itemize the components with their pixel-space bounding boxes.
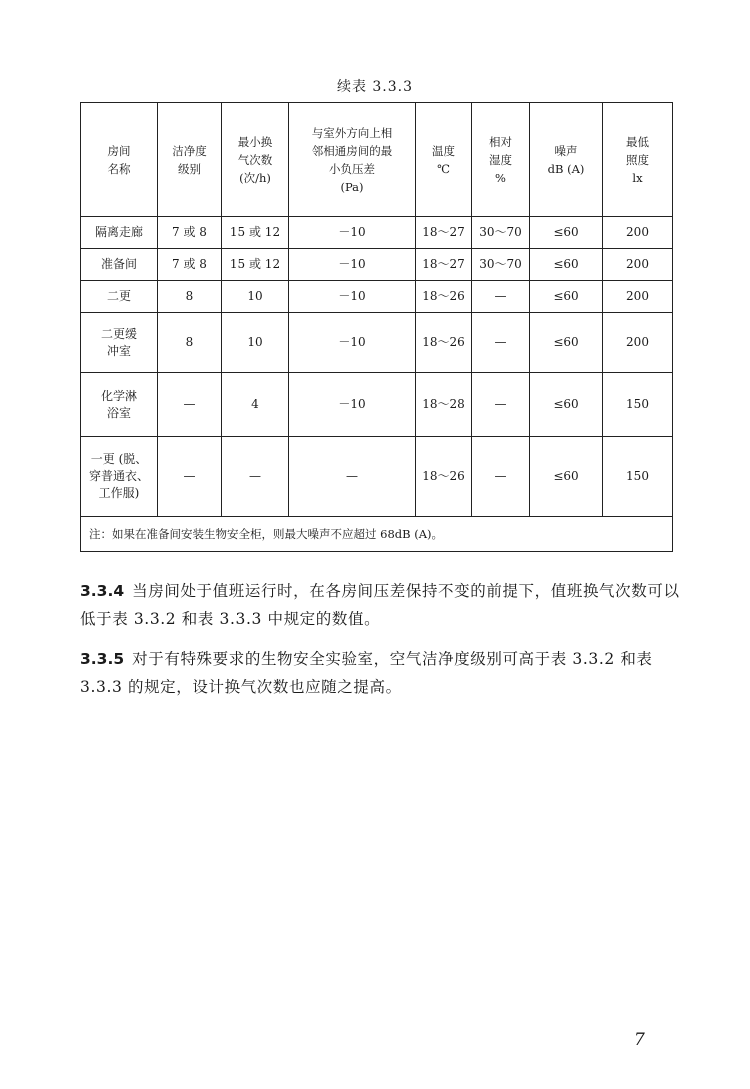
header-humidity: 相对 湿度 % <box>472 103 530 217</box>
header-room-name: 房间 名称 <box>81 103 158 217</box>
clause-number: 3.3.5 <box>80 650 125 668</box>
table-row <box>81 373 673 437</box>
table-cell: 10 <box>222 281 289 313</box>
table-cell: －10 <box>289 281 416 313</box>
table-row <box>81 281 673 313</box>
table-cell: — <box>472 313 530 373</box>
room-name-cell: 化学淋 浴室 <box>81 373 158 437</box>
table-cell: 4 <box>222 373 289 437</box>
table-cell: ≤60 <box>530 313 603 373</box>
header-cleanliness: 洁净度 级别 <box>158 103 222 217</box>
table-row <box>81 249 673 281</box>
table-cell: 18～27 <box>416 249 472 281</box>
table-cell: 8 <box>158 313 222 373</box>
table-cell: 18～26 <box>416 313 472 373</box>
table-cell: 10 <box>222 313 289 373</box>
header-pressure-diff: 与室外方向上相 邻相通房间的最 小负压差 (Pa) <box>289 103 416 217</box>
table-cell: 18～26 <box>416 281 472 313</box>
table-note: 注：如果在准备间安装生物安全柜，则最大噪声不应超过 68dB (A)。 <box>81 517 673 552</box>
table-cell: 200 <box>603 281 673 313</box>
room-name-cell: 准备间 <box>81 249 158 281</box>
table-cell: ≤60 <box>530 373 603 437</box>
table-cell: ≤60 <box>530 217 603 249</box>
paragraph-3-3-5 <box>80 645 680 701</box>
table-cell: 30～70 <box>472 249 530 281</box>
table-cell: 15 或 12 <box>222 249 289 281</box>
table-cell: — <box>289 437 416 517</box>
room-name-cell: 一更 (脱、 穿普通衣、 工作服) <box>81 437 158 517</box>
table-cell: 30～70 <box>472 217 530 249</box>
table-header-row <box>81 103 673 217</box>
table-cell: 7 或 8 <box>158 217 222 249</box>
table-cell: －10 <box>289 313 416 373</box>
table-row <box>81 437 673 517</box>
table-row <box>81 313 673 373</box>
clause-text: 当房间处于值班运行时，在各房间压差保持不变的前提下，值班换气次数可以低于表 3.3.2 和表 3.3.3 中规定的数值。 <box>80 582 680 628</box>
table-note-row <box>81 517 673 552</box>
table-cell: — <box>222 437 289 517</box>
table-row <box>81 217 673 249</box>
table-cell: 200 <box>603 217 673 249</box>
table-cell: 8 <box>158 281 222 313</box>
table-caption: 续表 3.3.3 <box>336 79 414 95</box>
header-temperature: 温度 ℃ <box>416 103 472 217</box>
table-cell: 150 <box>603 437 673 517</box>
table-cell: 200 <box>603 249 673 281</box>
header-illuminance: 最低 照度 lx <box>603 103 673 217</box>
table-cell: 200 <box>603 313 673 373</box>
table-cell: ≤60 <box>530 249 603 281</box>
table-cell: 18～26 <box>416 437 472 517</box>
clause-text: 对于有特殊要求的生物安全实验室，空气洁净度级别可高于表 3.3.2 和表 3.3.3 的规定，设计换气次数也应随之提高。 <box>80 650 653 696</box>
clause-number: 3.3.4 <box>80 582 125 600</box>
table-cell: 18～27 <box>416 217 472 249</box>
table-cell: 18～28 <box>416 373 472 437</box>
table-cell: －10 <box>289 217 416 249</box>
table-cell: — <box>472 437 530 517</box>
page-number: 7 <box>634 1030 645 1050</box>
table-cell: 7 或 8 <box>158 249 222 281</box>
table-cell: ≤60 <box>530 281 603 313</box>
table-cell: －10 <box>289 249 416 281</box>
header-noise: 噪声 dB (A) <box>530 103 603 217</box>
table-cell: — <box>158 373 222 437</box>
spec-table <box>80 102 673 552</box>
table-cell: — <box>472 281 530 313</box>
room-name-cell: 二更 <box>81 281 158 313</box>
table-cell: －10 <box>289 373 416 437</box>
room-name-cell: 二更缓 冲室 <box>81 313 158 373</box>
table-cell: — <box>472 373 530 437</box>
table-cell: ≤60 <box>530 437 603 517</box>
table-cell: — <box>158 437 222 517</box>
table-cell: 150 <box>603 373 673 437</box>
room-name-cell: 隔离走廊 <box>81 217 158 249</box>
table-cell: 15 或 12 <box>222 217 289 249</box>
header-air-changes: 最小换 气次数 (次/h) <box>222 103 289 217</box>
paragraph-3-3-4 <box>80 577 680 633</box>
